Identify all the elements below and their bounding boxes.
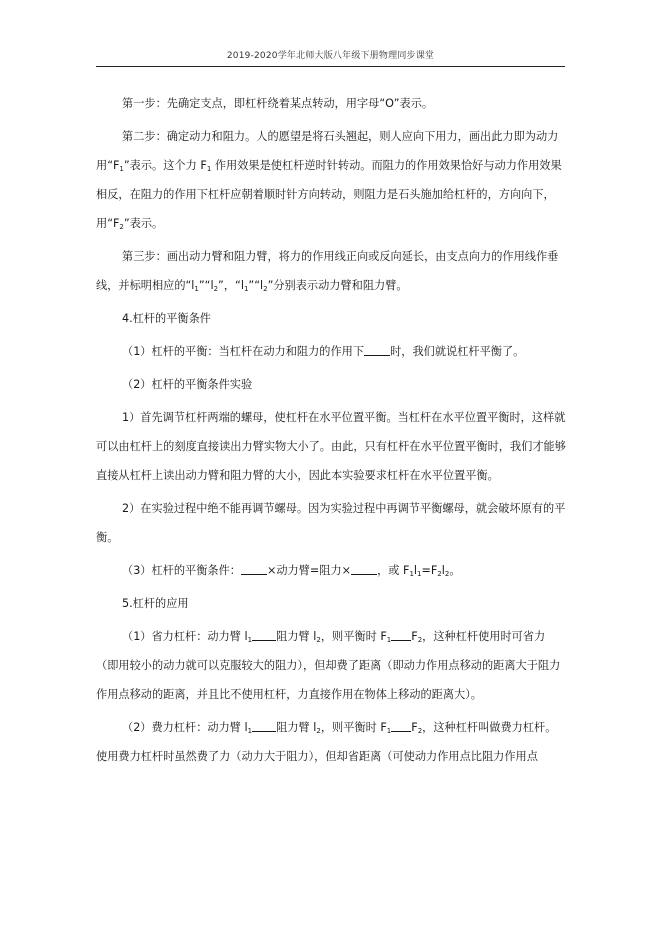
step1-paragraph: 第一步：先确定支点，即杠杆绕着某点转动，用字母“O”表示。 bbox=[122, 97, 434, 110]
item-4-2-2: 2）在实验过程中绝不能再调节螺母。因为实验过程中再调节平衡螺母，就会破坏原有的平衡。 bbox=[96, 502, 566, 544]
document-body bbox=[96, 89, 566, 771]
answer-blank bbox=[252, 720, 276, 732]
item-4-2: （2）杠杆的平衡条件实验 bbox=[122, 378, 253, 391]
item-5-1: （1）省力杠杆：动力臂 $l_1$ 阻力臂 $l_2$，则平衡时 $F_1$ $F_2$，这种杠杆使用时可省力（即用较小的动力就可以克服较大的阻力），但却费了距离（即动力作用点移动的距离大于阻力作用点移动的距离，并且比不使用杠杆，力直接作用在物体上移动的距离大）。 bbox=[96, 630, 561, 701]
item-4-1: （1）杠杆的平衡：当杠杆在动力和阻力的作用下 时，我们就说杠杆平衡了。 bbox=[122, 345, 525, 358]
section-5-heading: 5.杠杆的应用 bbox=[122, 597, 189, 610]
header-rule bbox=[96, 66, 565, 67]
step3-paragraph: 第三步：画出动力臂和阻力臂，将力的作用线正向或反向延长，由支点向力的作用线作垂线，并标明相应的“$l_1”“l_2$”，“$l_1”“l_2$”分别表示动力臂和阻力臂。 bbox=[96, 250, 559, 293]
answer-blank bbox=[351, 563, 377, 575]
page-header: 2019-2020学年北师大版八年级下册物理同步课堂 bbox=[226, 51, 435, 61]
section-4-heading: 4.杠杆的平衡条件 bbox=[122, 312, 211, 325]
item-4-3: （3）杠杆的平衡条件： ×动力臂=阻力× ，或 $F_1l_1=F_2l_2$。 bbox=[122, 564, 461, 578]
step2-paragraph: 第二步：确定动力和阻力。人的愿望是将石头翘起，则人应向下用力，画出此力即为动力用“$F_1$”表示。这个力 $F_1$ 作用效果是使杠杆逆时针转动。而阻力的作用效果恰好与动力作用效果相反，在阻力的作用下杠杆应朝着顺时针方向转动，则阻力是石头施加给杠杆的，方向向下，用“$F_2$”表示。 bbox=[96, 130, 562, 231]
item-5-2: （2）费力杠杆：动力臂 $l_1$ 阻力臂 $l_2$，则平衡时 $F_1$ $F_2$，这种杠杆叫做费力杠杆。使用费力杠杆时虽然费了力（动力大于阻力），但却省距离（可使动力作用点比阻力作用点 bbox=[96, 721, 557, 763]
answer-blank bbox=[364, 344, 390, 356]
answer-blank bbox=[252, 629, 276, 641]
answer-blank bbox=[241, 563, 267, 575]
answer-blank bbox=[391, 720, 411, 732]
answer-blank bbox=[391, 629, 411, 641]
item-4-2-1: 1）首先调节杠杆两端的螺母，使杠杆在水平位置平衡。当杠杆在水平位置平衡时，这样就可以由杠杆上的刻度直接读出力臂实物大小了。由此，只有杠杆在水平位置平衡时，我们才能够直接从杠杆上读出动力臂和阻力臂的大小，因此本实验要求杠杆在水平位置平衡。 bbox=[96, 411, 566, 482]
